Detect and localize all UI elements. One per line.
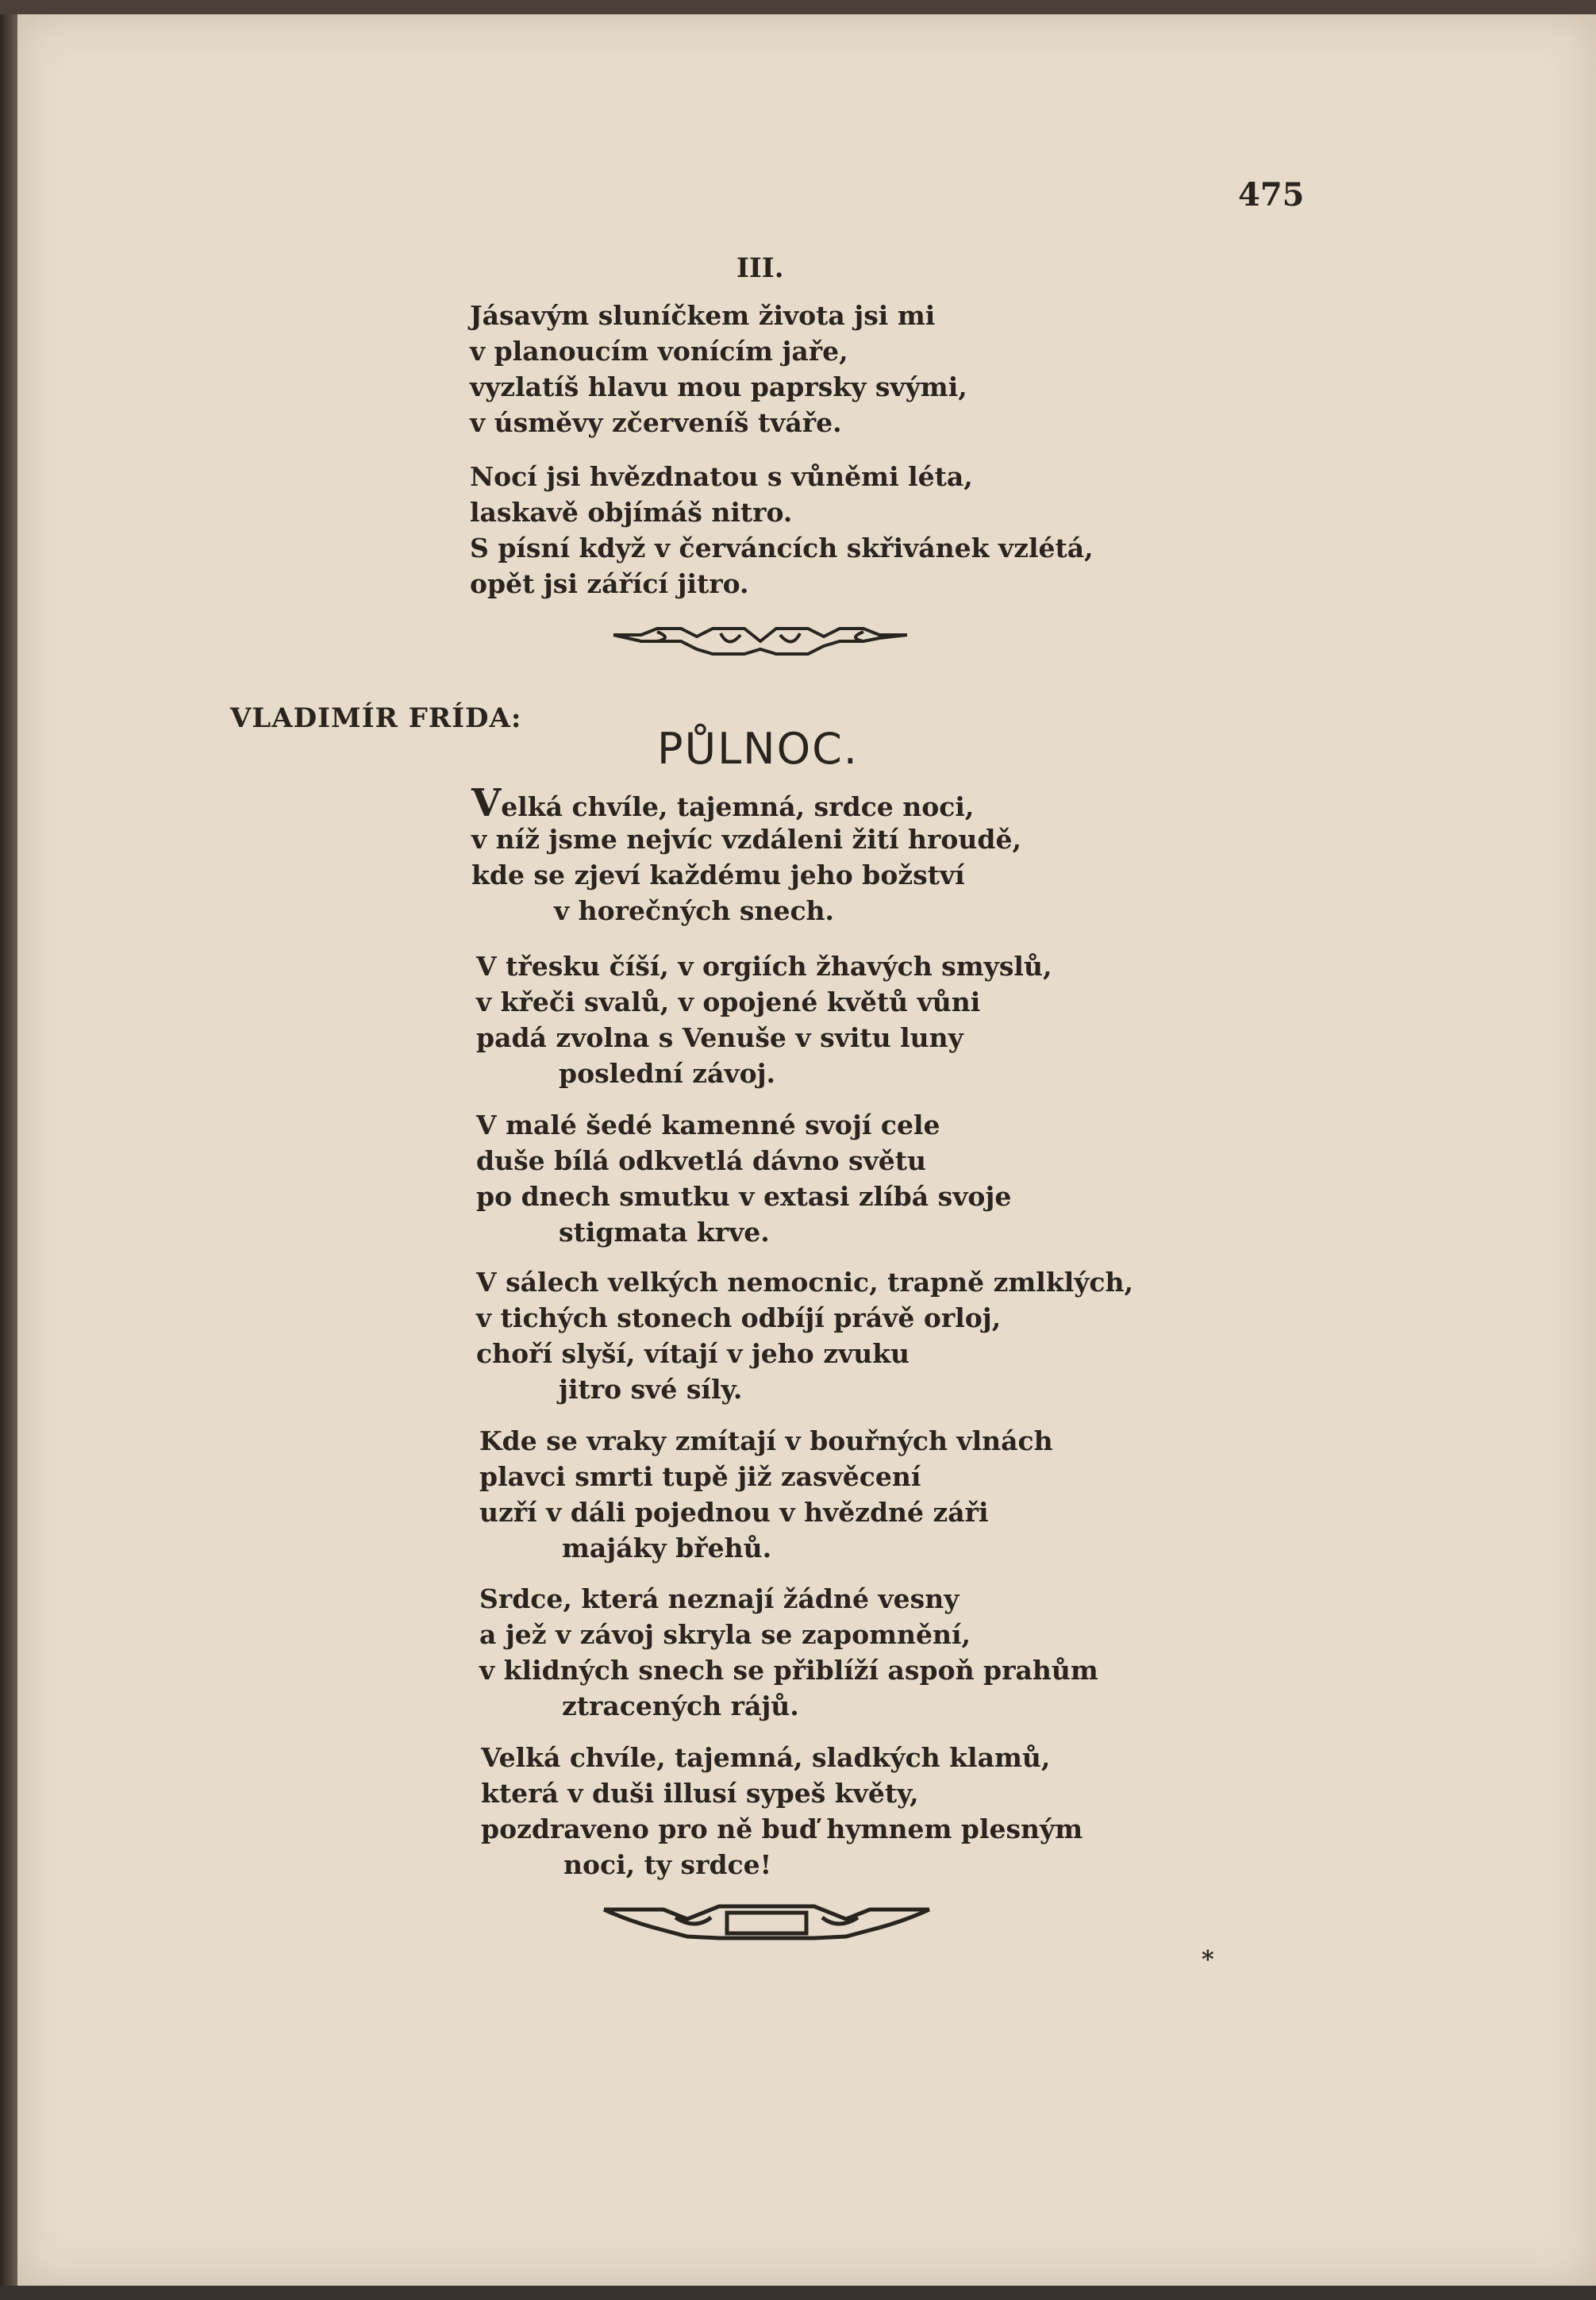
poem-title: PŮLNOC. bbox=[657, 724, 859, 774]
scan-bottom-edge bbox=[0, 2286, 1596, 2300]
verse-line: duše bílá odkvetlá dávno světu bbox=[476, 1145, 927, 1176]
verse-line: V malé šedé kamenné svojí cele bbox=[476, 1110, 940, 1140]
verse-line: V sálech velkých nemocnic, trapně zmlklých, bbox=[476, 1267, 1133, 1298]
verse-line-rest: elká chvíle, tajemná, srdce noci, bbox=[501, 791, 975, 822]
verse-line: kde se zjeví každému jeho božství bbox=[471, 860, 965, 890]
verse-line: stigmata krve. bbox=[559, 1217, 770, 1248]
verse-line: laskavě objímáš nitro. bbox=[470, 497, 793, 528]
verse-line: jitro své síly. bbox=[559, 1374, 743, 1405]
verse-line bbox=[471, 781, 1021, 825]
verse-line: v klidných snech se přiblíží aspoň prahům bbox=[479, 1655, 1098, 1686]
scan-top-edge bbox=[0, 0, 1596, 14]
poem2-stanza-1 bbox=[471, 781, 1021, 929]
verse-line: uzří v dáli pojednou v hvězdné záři bbox=[479, 1497, 989, 1528]
verse-line: Kde se vraky zmítají v bouřných vlnách bbox=[479, 1425, 1053, 1456]
page-number: 475 bbox=[1238, 176, 1305, 213]
poem1-stanza-1 bbox=[470, 298, 967, 440]
poem1-stanza-2 bbox=[470, 459, 1094, 602]
verse-line: v tichých stonech odbíjí právě orloj, bbox=[476, 1302, 1002, 1333]
verse-line: S písní když v červáncích skřivánek vzlétá, bbox=[470, 533, 1094, 563]
poem2-stanza-7 bbox=[481, 1740, 1083, 1883]
poem2-stanza-5 bbox=[479, 1423, 1053, 1566]
verse-line: a jež v závoj skryla se zapomnění, bbox=[479, 1619, 971, 1650]
author-name: VLADIMÍR FRÍDA: bbox=[230, 702, 522, 734]
verse-line: v křeči svalů, v opojené květů vůni bbox=[476, 987, 981, 1017]
section-heading: III. bbox=[736, 252, 784, 284]
verse-line: Velká chvíle, tajemná, sladkých klamů, bbox=[481, 1742, 1051, 1773]
verse-line: v horečných snech. bbox=[554, 895, 835, 926]
verse-line: vyzlatíš hlavu mou paprsky svými, bbox=[470, 371, 967, 402]
poem2-stanza-4 bbox=[476, 1264, 1133, 1407]
verse-line: v níž jsme nejvíc vzdáleni žití hroudě, bbox=[471, 824, 1021, 855]
verse-line: Jásavým sluníčkem života jsi mi bbox=[470, 300, 936, 331]
verse-line: Srdce, která neznají žádné vesny bbox=[479, 1583, 960, 1614]
footer-mark: * bbox=[1202, 1946, 1214, 1974]
verse-line: v planoucím vonícím jaře, bbox=[470, 336, 848, 367]
verse-line: opět jsi zářící jitro. bbox=[470, 568, 749, 599]
verse-line: plavci smrti tupě již zasvěcení bbox=[479, 1461, 921, 1492]
ornament-tailpiece-icon bbox=[600, 1898, 933, 1946]
drop-cap: V bbox=[471, 781, 502, 825]
verse-line: padá zvolna s Venuše v svitu luny bbox=[476, 1022, 963, 1053]
verse-line: ztracených rájů. bbox=[562, 1690, 799, 1721]
poem2-stanza-6 bbox=[479, 1581, 1098, 1724]
verse-line: V třesku číší, v orgiích žhavých smyslů, bbox=[476, 951, 1052, 982]
poem2-stanza-2 bbox=[476, 948, 1052, 1091]
ornament-divider-icon bbox=[610, 617, 911, 665]
verse-line: poslední závoj. bbox=[559, 1058, 776, 1089]
verse-line: majáky břehů. bbox=[562, 1533, 772, 1563]
book-spine bbox=[0, 0, 17, 2300]
verse-line: v úsměvy zčerveníš tváře. bbox=[470, 407, 842, 438]
verse-line: noci, ty srdce! bbox=[563, 1849, 772, 1880]
verse-line: po dnech smutku v extasi zlíbá svoje bbox=[476, 1181, 1012, 1212]
verse-line: choří slyší, vítají v jeho zvuku bbox=[476, 1338, 910, 1369]
poem2-stanza-3 bbox=[476, 1107, 1011, 1250]
verse-line: která v duši illusí sypeš květy, bbox=[481, 1778, 919, 1809]
verse-line: pozdraveno pro ně buď hymnem plesným bbox=[481, 1813, 1083, 1844]
verse-line: Nocí jsi hvězdnatou s vůněmi léta, bbox=[470, 461, 973, 492]
